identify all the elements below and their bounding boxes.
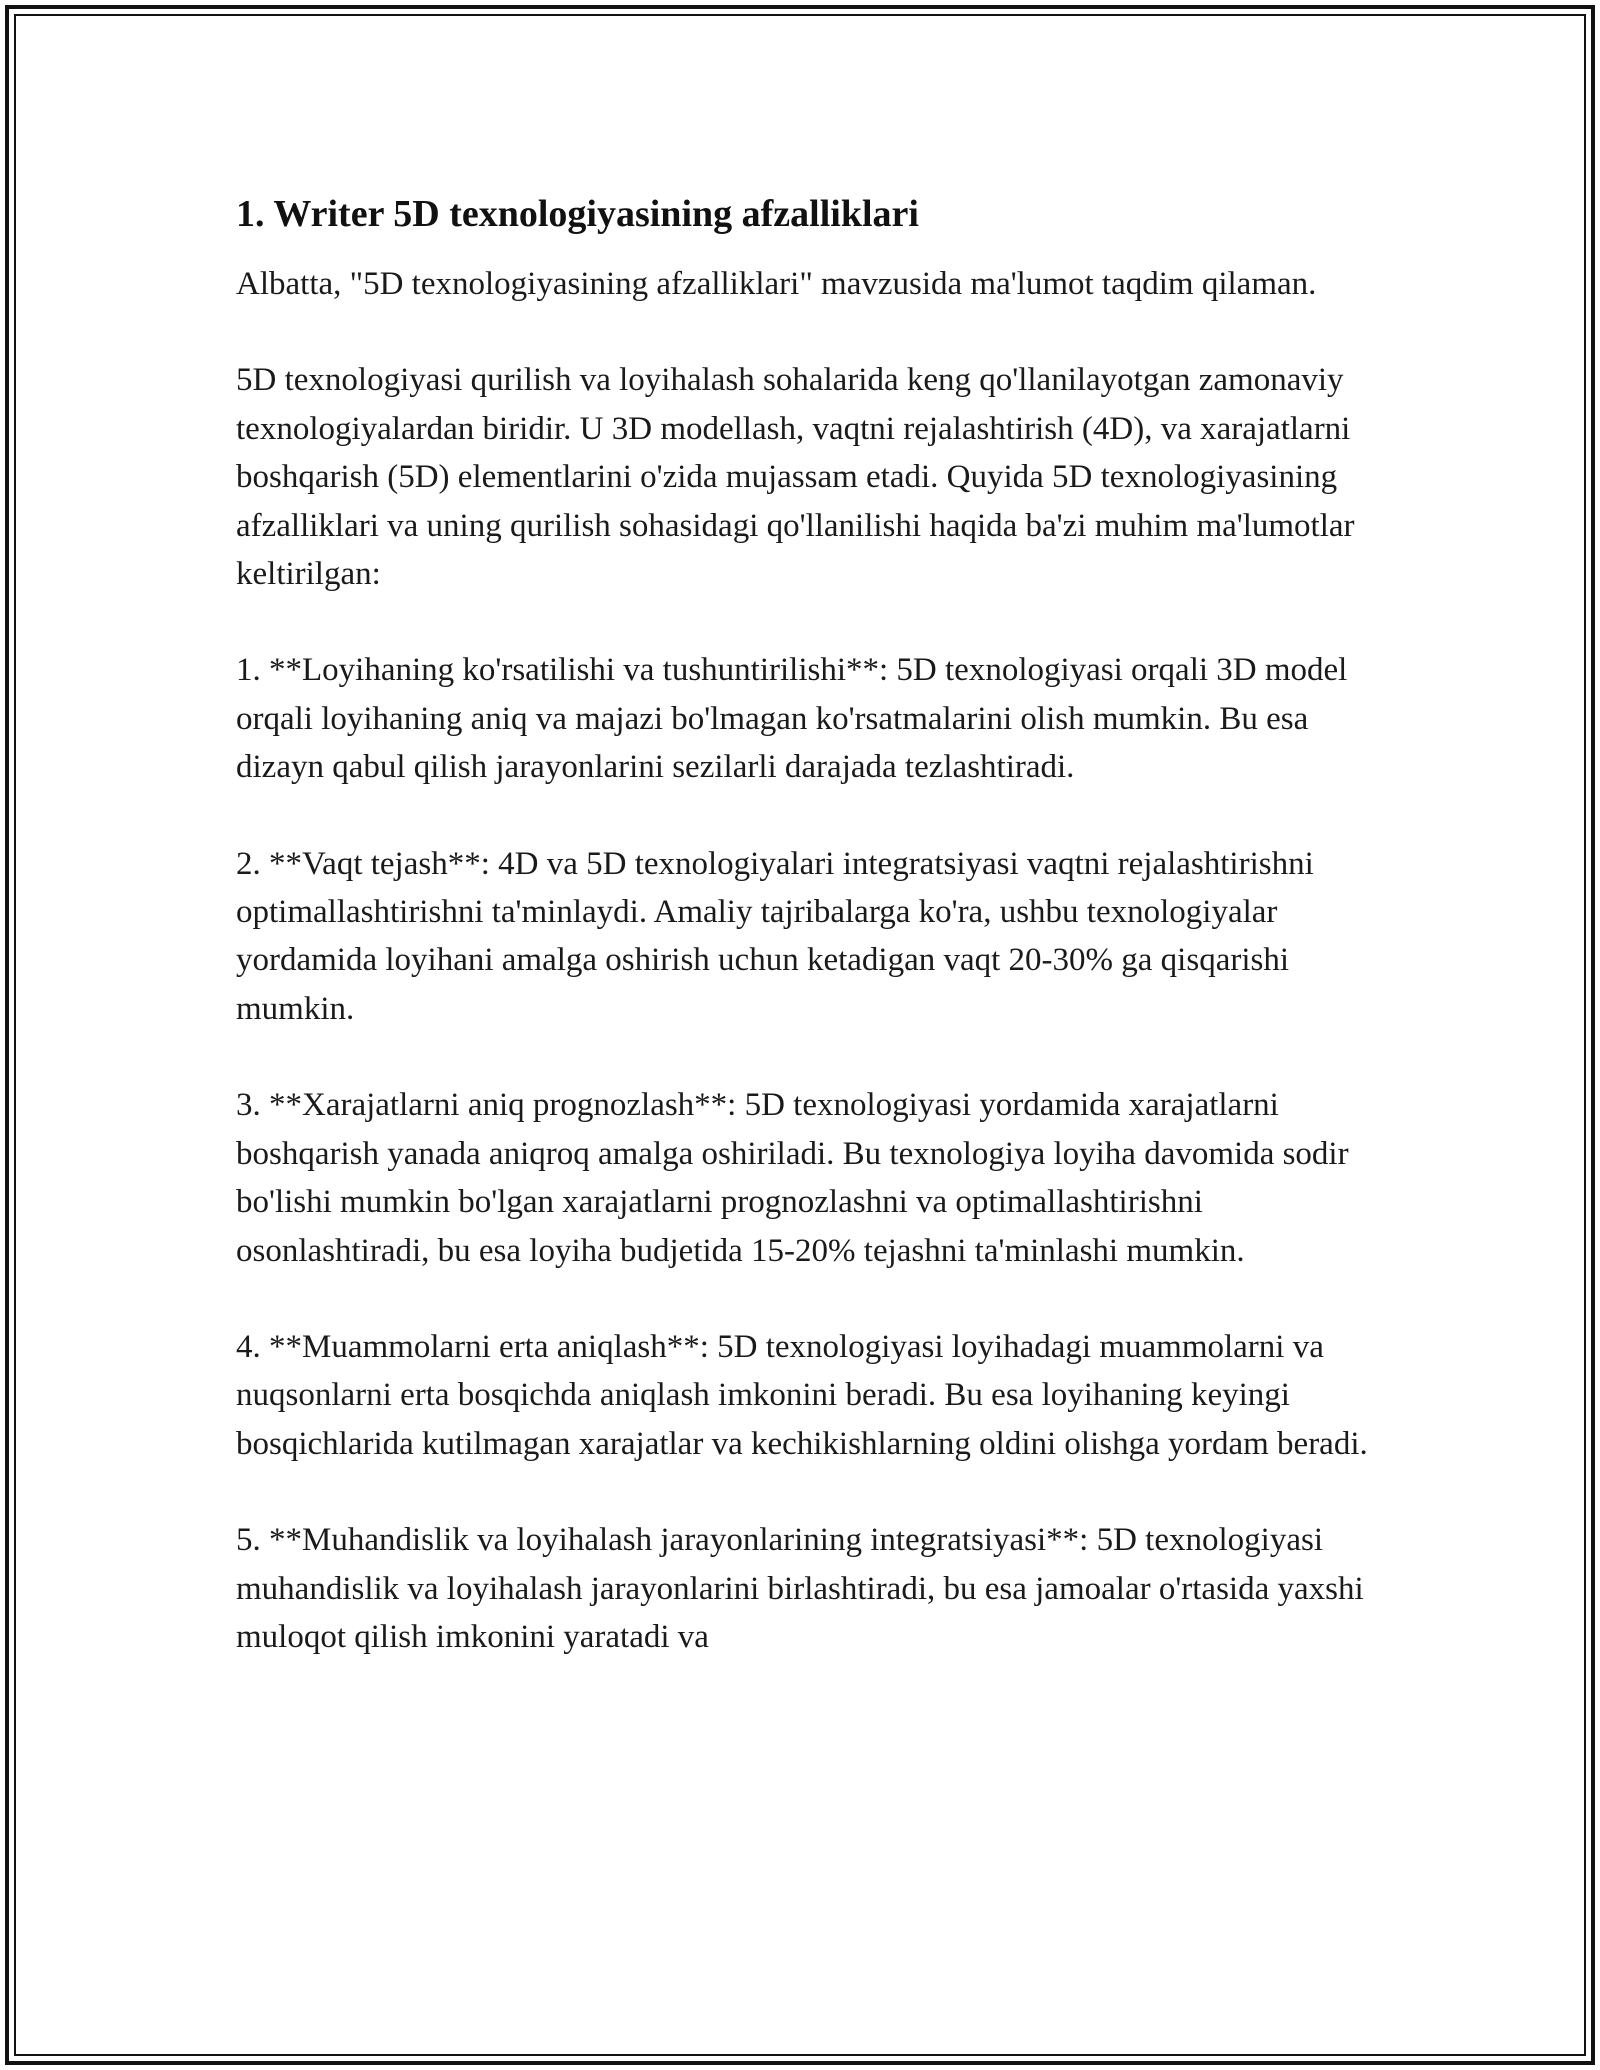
document-title: 1. Writer 5D texnologiyasining afzalliklari [236, 193, 919, 235]
paragraph-item-2: 2. **Vaqt tejash**: 4D va 5D texnologiyalari integratsiyasi vaqtni rejalashtirishni optimallashtirishni ta'minlaydi. Amaliy tajribalarga ko'ra, ushbu texnologiyalar yordamida loyihani amalga oshirish uchun ketadigan vaqt 20-30% ga qisqarishi mumkin. [236, 845, 1314, 1027]
paragraph-item-3: 3. **Xarajatlarni aniq prognozlash**: 5D texnologiyasi yordamida xarajatlarni boshqarish yanada aniqroq amalga oshiriladi. Bu texnologiya loyiha davomida sodir bo'lishi mumkin bo'lgan xarajatlarni prognozlashni va optimallashtirishni osonlashtiradi, bu esa loyiha budjetida 15-20% tejashni ta'minlashi mumkin. [236, 1087, 1349, 1269]
document-body [236, 186, 1376, 1709]
paragraph-item-4: 4. **Muammolarni erta aniqlash**: 5D texnologiyasi loyihadagi muammolarni va nuqsonlarni erta bosqichda aniqlash imkonini beradi. Bu esa loyihaning keyingi bosqichlarida kutilmagan xarajatlar va kechikishlarning oldini olishga yordam beradi. [236, 1328, 1368, 1462]
paragraph-item-1: 1. **Loyihaning ko'rsatilishi va tushuntirilishi**: 5D texnologiyasi orqali 3D model orqali loyihaning aniq va majazi bo'lmagan ko'rsatmalarini olish mumkin. Bu esa dizayn qabul qilish jarayonlarini sezilarli darajada tezlashtiradi. [236, 652, 1348, 786]
paragraph-overview: 5D texnologiyasi qurilish va loyihalash sohalarida keng qo'llanilayotgan zamonaviy texnologiyalardan biridir. U 3D modellash, vaqtni rejalashtirish (4D), va xarajatlarni boshqarish (5D) elementlarini o'zida mujassam etadi. Quyida 5D texnologiyasining afzalliklari va uning qurilish sohasidagi qo'llanilishi haqida ba'zi muhim ma'lumotlar keltirilgan: [236, 362, 1355, 593]
paragraph-item-5: 5. **Muhandislik va loyihalash jarayonlarining integratsiyasi**: 5D texnologiyasi muhandislik va loyihalash jarayonlarini birlashtiradi, bu esa jamoalar o'rtasida yaxshi muloqot qilish imkonini yaratadi va [236, 1522, 1364, 1655]
paragraph-intro: Albatta, "5D texnologiyasining afzalliklari" mavzusida ma'lumot taqdim qilaman. [236, 266, 1317, 302]
